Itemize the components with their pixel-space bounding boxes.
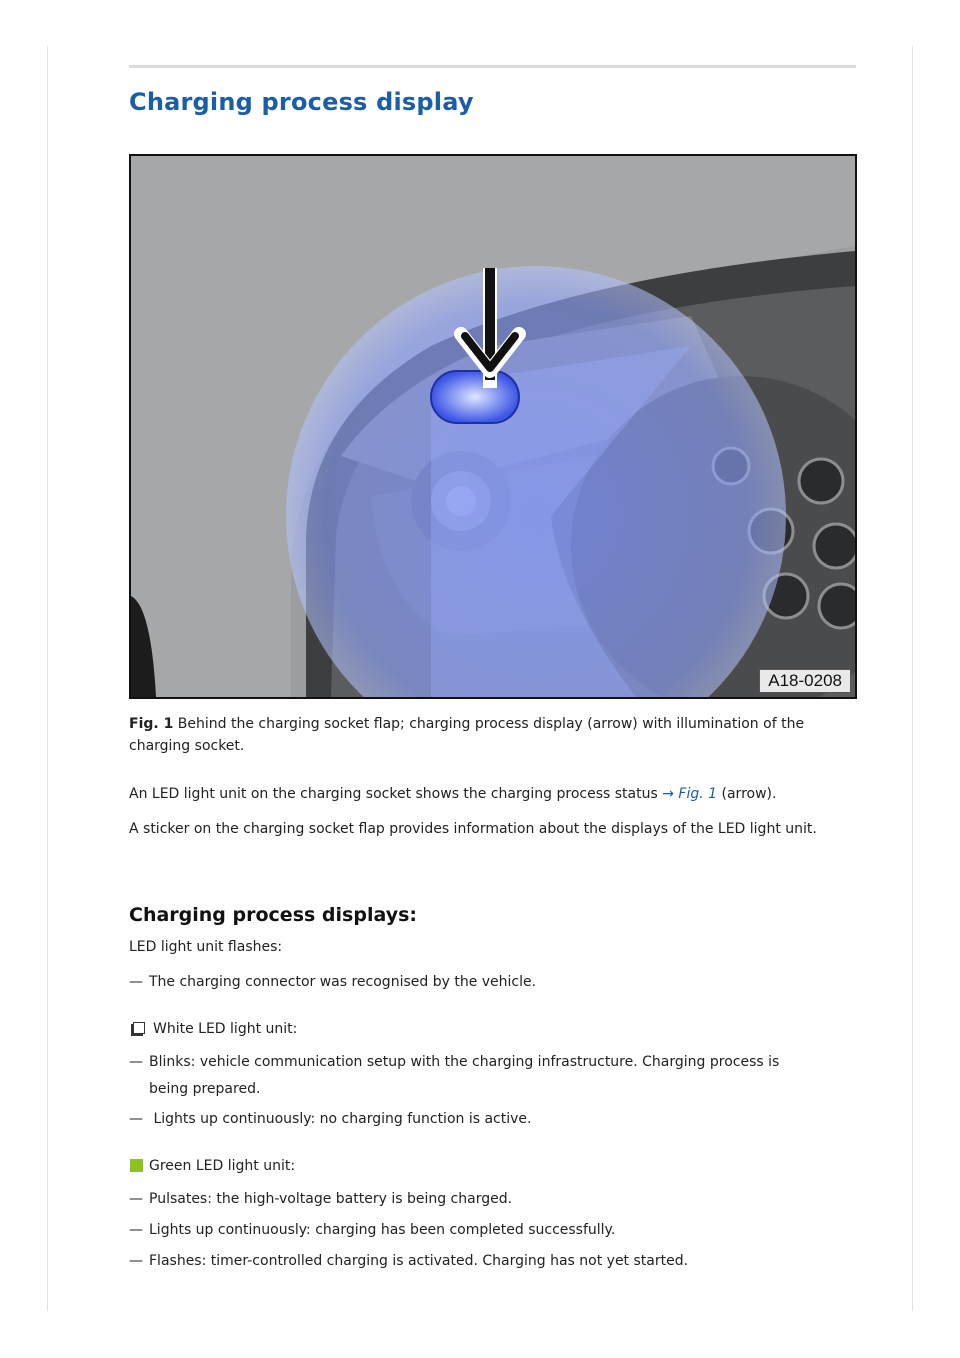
led-light-unit (431, 371, 519, 423)
top-divider (129, 65, 856, 68)
white-led-label: White LED light unit: (129, 1015, 859, 1043)
charging-socket-illustration (131, 156, 855, 697)
list-item: — Blinks: vehicle communication setup with the charging infrastructure. Charging process is (129, 1054, 780, 1070)
list-item: — Lights up continuously: no charging function is active. (129, 1111, 532, 1127)
section-heading: Charging process displays: (129, 904, 417, 926)
figure-caption (129, 713, 859, 757)
list-item: — Lights up continuously: charging has been completed successfully. (129, 1222, 616, 1238)
green-led-label: Green LED light unit: (129, 1152, 859, 1180)
list-item-continuation: being prepared. (149, 1081, 261, 1097)
intro-paragraph-2: A sticker on the charging socket flap provides information about the displays of the LED light unit. (129, 821, 817, 837)
green-square-icon (130, 1159, 143, 1172)
list-item: — The charging connector was recognised by the vehicle. (129, 974, 537, 990)
page-border-right (912, 46, 913, 1311)
list-item: — Flashes: timer-controlled charging is activated. Charging has not yet started. (129, 1253, 689, 1269)
figure-label: Fig. 1 (129, 716, 174, 732)
intro-paragraph-1: An LED light unit on the charging socket shows the charging process status → Fig. 1 (arrow). (129, 786, 777, 802)
figure-charging-socket (129, 154, 857, 699)
list-item: — Pulsates: the high-voltage battery is being charged. (129, 1191, 513, 1207)
flash-label: LED light unit flashes: (129, 939, 283, 955)
page-title: Charging process display (129, 88, 474, 116)
white-square-icon (133, 1022, 145, 1034)
figure-reference-link[interactable]: → Fig. 1 (662, 786, 718, 802)
caption-text: Behind the charging socket flap; charging process display (arrow) with illumination of the charging socket. (129, 716, 805, 754)
page-border-left (47, 46, 48, 1311)
figure-code: A18-0208 (759, 669, 851, 693)
